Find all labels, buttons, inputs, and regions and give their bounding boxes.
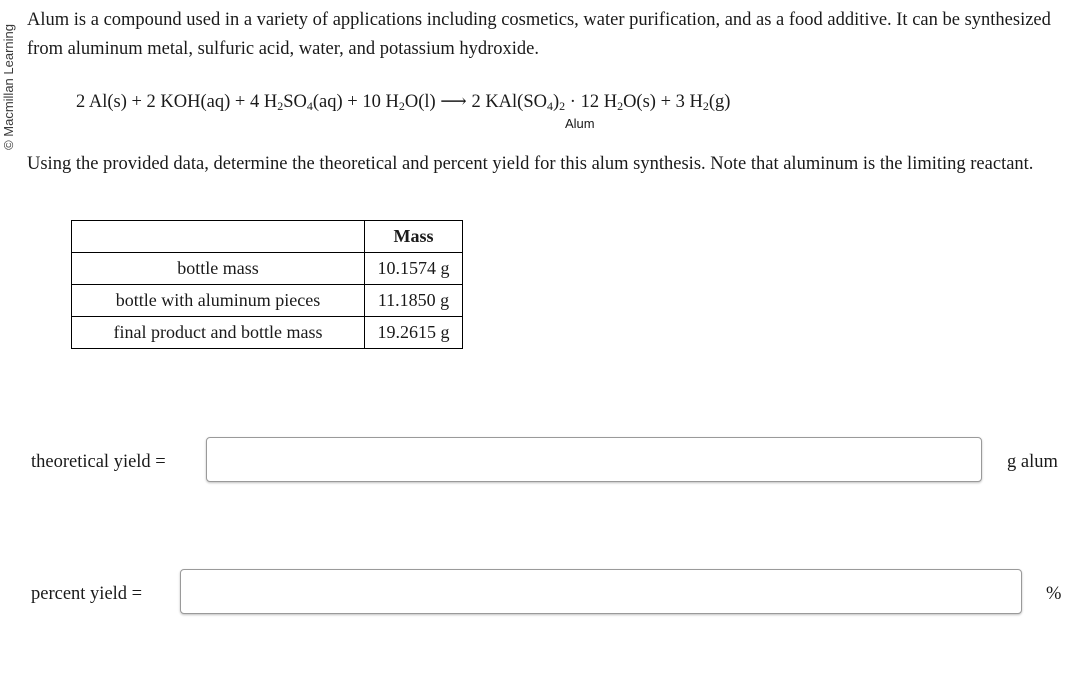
- table-header-row: [72, 221, 463, 253]
- table-row: [72, 285, 463, 317]
- mass-data-table: [71, 220, 463, 349]
- row-label-final-product: final product and bottle mass: [72, 317, 365, 349]
- row-value-bottle-mass: 10.1574 g: [365, 253, 463, 285]
- intro-paragraph: Alum is a compound used in a variety of applications including cosmetics, water purification, and as a food additive. It can be synthesized from aluminum metal, sulfuric acid, water, and potassium hydroxide.: [27, 10, 1051, 59]
- chemical-equation: 2 Al(s) + 2 KOH(aq) + 4 $H_2SO_4(aq) + 10$ $H_2O(l)$ ⟶ 2 $KAl(SO_4)_2 \cdot 12$ $H_2O(s) + 3$ $H_2(g)$: [76, 92, 731, 113]
- row-value-bottle-with-aluminum: 11.1850 g: [365, 285, 463, 317]
- row-label-bottle-mass: bottle mass: [72, 253, 365, 285]
- row-value-final-product: 19.2615 g: [365, 317, 463, 349]
- table-row: [72, 253, 463, 285]
- percent-yield-input[interactable]: [180, 569, 1022, 614]
- theoretical-yield-input[interactable]: [206, 437, 982, 482]
- question-paragraph: Using the provided data, determine the theoretical and percent yield for this alum synthesis. Note that aluminum is the limiting reactant.: [27, 154, 1034, 174]
- percent-yield-unit: %: [1046, 584, 1062, 604]
- table-header-mass: Mass: [365, 221, 463, 253]
- reaction-arrow: ⟶: [440, 92, 467, 112]
- percent-yield-label: percent yield =: [31, 584, 143, 604]
- theoretical-yield-label: theoretical yield =: [31, 452, 166, 472]
- row-label-bottle-with-aluminum: bottle with aluminum pieces: [72, 285, 365, 317]
- theoretical-yield-unit: g alum: [1007, 452, 1058, 472]
- copyright-watermark: [0, 24, 18, 184]
- alum-product-label: Alum: [565, 116, 595, 131]
- copyright-text: © Macmillan Learning: [1, 24, 16, 150]
- table-row: [72, 317, 463, 349]
- table-header-blank: [72, 221, 365, 253]
